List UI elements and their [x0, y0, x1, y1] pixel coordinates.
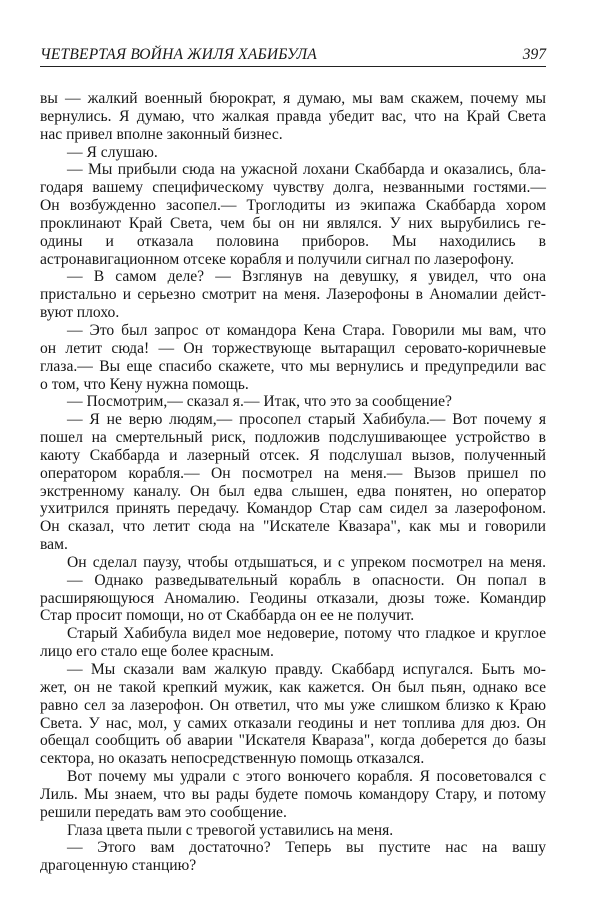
text-line: вы — жалкий военный бюрократ, я думаю, мы вам скажем, почему мы: [40, 90, 546, 107]
text-line: вам.: [40, 536, 68, 554]
body-text: [40, 90, 546, 875]
text-line: пошел на смертельный риск, подложив подслушивающее устройство в: [40, 429, 546, 447]
text-line: Старый Хабибула видел мое недоверие, потому что гладкое и круглое: [67, 625, 546, 643]
text-line: Он сделал паузу, чтобы отдышаться, и с упреком посмотрел на меня.: [67, 553, 546, 571]
text-line: Лиль. Мы знаем, что вы рады будете помочь командору Стару, и потому: [40, 785, 546, 803]
text-line: вернулись. Я думаю, что жалкая правда убедит вас, что на Край Света: [40, 107, 546, 125]
text-line: каюту Скаббарда и лазерный отсек. Я подслушал вызов, полученный: [40, 446, 546, 464]
text-line: годаря вашему специфическому чувству долга, незванными гостями.—: [40, 179, 546, 197]
text-line: Глаза цвета пыли с тревогой уставились на меня.: [67, 821, 394, 839]
text-line: обещал сообщить об аварии "Искателя Кваразa", когда доберется до базы: [40, 732, 546, 750]
text-line: астронавигационном отсеке корабля и получили сигнал по лазерофону.: [40, 250, 515, 268]
text-line: оператором корабля.— Он посмотрел на меня.— Вызов пришел по: [40, 464, 546, 482]
text-line: — Это был запрос от командора Кена Стара. Говорили мы вам, что: [67, 321, 546, 339]
text-line: он летит сюда! — Он торжествующе вытаращил серовато-коричневые: [40, 339, 546, 357]
text-line: равно сел за лазерофон. Он ответил, что мы уже слишком близко к Краю: [40, 696, 546, 714]
text-line: — Я не верю людям,— просопел старый Хабибула.— Вот почему я: [67, 411, 546, 429]
text-line: пристально и серьезно смотрит на меня. Лазерофоны в Аномалии дейст-: [40, 286, 546, 304]
text-line: проклинают Край Света, чем бы он ни являлся. У них вырубились ге-: [40, 214, 546, 232]
text-line: вуют плохо.: [40, 304, 120, 322]
text-line: жет, он не такой крепкий мужик, как кажется. Он был пьян, однако все: [40, 678, 546, 696]
text-line: — Мы сказали вам жалкую правду. Скаббард испугался. Быть мо-: [67, 661, 546, 678]
running-header: [40, 44, 546, 67]
running-title: ЧЕТВЕРТАЯ ВОЙНА ЖИЛЯ ХАБИБУЛА: [40, 46, 317, 63]
text-line: решили передать вам это сообщение.: [40, 803, 287, 821]
text-line: — В самом деле? — Взглянув на девушку, я увидел, что она: [67, 268, 546, 286]
text-line: — Посмотрим,— сказал я.— Итак, что это за сообщение?: [67, 393, 452, 411]
text-line: экстренному каналу. Он был едва слышен, едва понятен, но оператор: [40, 482, 546, 500]
page-number: 397: [522, 46, 546, 63]
text-line: о том, что Кену нужна помощь.: [40, 375, 249, 393]
text-line: сектора, но оказать непосредственную помощь отказался.: [40, 750, 425, 768]
text-line: расширяющуюся Аномалию. Геодины отказали, дюзы тоже. Командир: [40, 589, 546, 607]
text-line: — Я слушаю.: [67, 143, 158, 161]
text-line: Света. У нас, мол, у самих отказали геодины и нет топлива для дюз. Он: [40, 714, 546, 732]
text-line: ухитрился принять передачу. Командор Стар сам сидел за лазерофоном.: [40, 500, 546, 518]
text-line: Он возбужденно засопел.— Троглодиты из экипажа Скаббарда хором: [40, 197, 546, 215]
text-line: Он сказал, что летит сюда на "Искателе Квазара", как мы и говорили: [40, 518, 546, 536]
text-line: одины и отказала половина приборов. Мы находились в: [40, 232, 546, 250]
text-line: — Однако разведывательный корабль в опасности. Он попал в: [67, 571, 546, 589]
text-line: лицо его стало еще более красным.: [40, 643, 274, 661]
text-line: глаза.— Вы еще спасибо скажете, что мы вернулись и предупредили вас: [40, 357, 546, 375]
text-line: — Мы прибыли сюда на ужасной лохани Скаббарда и оказались, бла-: [67, 161, 546, 179]
text-line: — Этого вам достаточно? Теперь вы пустите нас на вашу: [67, 839, 546, 857]
text-line: Вот почему мы удрали с этого вонючего корабля. Я посоветовался с: [67, 768, 546, 786]
text-line: нас привел вполне законный бизнес.: [40, 125, 283, 143]
text-line: драгоценную станцию?: [40, 857, 197, 875]
text-line: Стар просит помощи, но от Скаббарда он ее не получит.: [40, 607, 415, 625]
